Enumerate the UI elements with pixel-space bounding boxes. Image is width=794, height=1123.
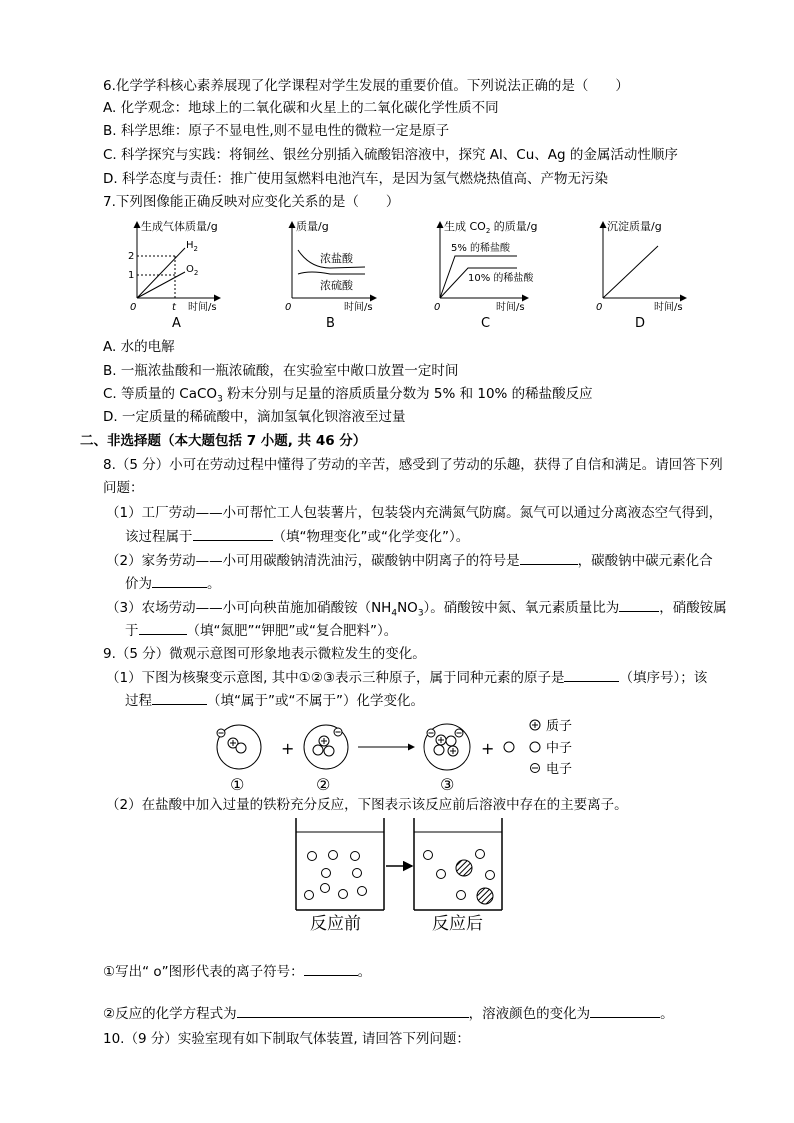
graph-c-letter: C [481, 316, 491, 331]
q9-blank-3[interactable] [304, 961, 358, 976]
q8-blank-3[interactable] [152, 573, 207, 588]
q6-stem: 6.化学学科核心素养展现了化学课程对学生发展的重要价值。下列说法正确的是（ ） [103, 78, 629, 94]
q9-stem: 9.（5 分）微观示意图可形象地表示微粒发生的变化。 [103, 646, 426, 662]
q7-option-a: A. 水的电解 [103, 339, 175, 355]
graph-d-line [603, 246, 658, 298]
graph-b-h2so4-curve [298, 272, 365, 274]
q9-sub2: ②反应的化学方程式为 ，溶液颜色的变化为 。 [103, 1003, 674, 1024]
graph-d-origin: 0 [596, 302, 603, 313]
atom-3 [424, 724, 470, 770]
graph-a-y2: 2 [128, 251, 135, 262]
beaker-after [414, 818, 502, 910]
graph-d [596, 219, 686, 313]
q7-graphs [0, 210, 794, 340]
beaker-diagram [0, 818, 794, 938]
graph-b-h2so4-label: 浓硫酸 [320, 279, 353, 292]
graph-a-letter: A [172, 316, 181, 331]
graph-c-5pct-label: 5% 的稀盐酸 [451, 243, 511, 254]
q9-part1-line2: 过程 （填“属于”或“不属于”）化学变化。 [125, 690, 424, 711]
graph-c-xlabel: 时间/s [496, 302, 525, 313]
graph-d-xlabel: 时间/s [654, 302, 683, 313]
before-label: 反应前 [310, 914, 361, 934]
graph-c-ylabel: 生成 $CO_2$ 的质量/g [444, 220, 538, 235]
graph-b-xlabel: 时间/s [344, 302, 373, 313]
graph-b-origin: 0 [285, 302, 292, 313]
beaker-before [296, 818, 384, 910]
graph-a-y1: 1 [128, 270, 135, 281]
graph-c-10pct-label: 10% 的稀盐酸 [468, 273, 534, 284]
graph-a-origin: 0 [130, 302, 137, 313]
atom-1 [217, 725, 261, 769]
q10-stem: 10.（9 分）实验室现有如下制取气体装置, 请回答下列问题： [103, 1031, 470, 1047]
q9-blank-4[interactable] [237, 1003, 469, 1018]
plus-sign-2: + [481, 739, 495, 758]
q8-blank-1[interactable] [193, 526, 273, 541]
particle-legend [530, 719, 572, 777]
graph-a-xlabel: 时间/s [188, 302, 217, 313]
q9-part1-line1: （1）下图为核聚变示意图, 其中①②③表示三种原子，属于同种元素的原子是 （填序号）；该 [106, 667, 707, 688]
q6-option-c: C. 科学探究与实践：将铜丝、银丝分别插入硫酸铝溶液中，探究 Al、Cu、Ag 的金属活动性顺序 [103, 147, 678, 163]
atom-2 [304, 725, 348, 769]
q7-option-c: C. 等质量的 CaCO$_3$ 粉末分别与足量的溶质质量分数为 5% 和 10% 的稀盐酸反应 [103, 386, 593, 405]
graph-b-hcl-label: 浓盐酸 [320, 252, 353, 265]
graph-b-letter: B [326, 316, 335, 331]
q8-part3-line1: （3）农场劳动——小可向秧苗施加硝酸铵$(NH_4NO_3)$。硝酸铵中氮、氧元素质量比为 ，硝酸铵属 [106, 597, 727, 624]
graph-a [128, 219, 220, 313]
atom-2-label: ② [316, 775, 331, 794]
graph-c-origin: 0 [434, 302, 441, 313]
q9-sub1: ①写出“ ο”图形代表的离子符号： 。 [103, 961, 371, 982]
q8-stem-line2: 问题： [103, 480, 144, 496]
fusion-diagram [0, 712, 794, 798]
q9-blank-1[interactable] [564, 667, 619, 682]
q8-blank-2[interactable] [520, 550, 578, 565]
graph-b [285, 219, 376, 313]
graph-b-ylabel: 质量/g [296, 220, 329, 233]
graph-a-t: t [172, 302, 176, 313]
q6-option-b: B. 科学思维：原子不显电性,则不显电性的微粒一定是原子 [103, 123, 450, 139]
q7-option-d: D. 一定质量的稀硫酸中，滴加氢氧化钡溶液至过量 [103, 409, 406, 425]
q8-part2-line1: （2）家务劳动——小可用碳酸钠清洗油污，碳酸钠中阴离子的符号是 ，碳酸钠中碳元素化合 [106, 550, 713, 571]
section-2-heading: 二、非选择题（本大题包括 7 小题, 共 46 分） [80, 433, 367, 449]
atom-3-label: ③ [440, 775, 455, 794]
q9-part2-stem: （2）在盐酸中加入过量的铁粉充分反应，下图表示该反应前后溶液中存在的主要离子。 [106, 797, 628, 813]
q6-option-a: A. 化学观念：地球上的二氧化碳和火星上的二氧化碳化学性质不同 [103, 100, 499, 116]
q8-blank-4[interactable] [619, 597, 659, 612]
q8-blank-5[interactable] [139, 620, 187, 635]
graph-d-letter: D [635, 316, 646, 331]
legend-proton: 质子 [546, 719, 573, 734]
q6-option-d: D. 科学态度与责任：推广使用氢燃料电池汽车，是因为氢气燃烧热值高、产物无污染 [103, 171, 608, 187]
after-label: 反应后 [432, 914, 483, 934]
q8-stem-line1: 8.（5 分）小可在劳动过程中懂得了劳动的辛苦，感受到了劳动的乐趣，获得了自信和满足。请回答下列 [103, 457, 723, 473]
graph-a-o2-label: $O_2$ [186, 264, 199, 277]
atom-1-label: ① [230, 775, 245, 794]
q9-blank-2[interactable] [152, 690, 207, 705]
graph-c [434, 219, 538, 313]
q9-blank-5[interactable] [590, 1003, 660, 1018]
graph-a-o2-line [137, 272, 185, 298]
q8-part1-line1: （1）工厂劳动——小可帮忙工人包装薯片，包装袋内充满氮气防腐。氮气可以通过分离液态空气得到， [106, 505, 723, 521]
graph-a-ylabel: 生成气体质量/g [141, 220, 218, 233]
q8-part3-line2: 于 （填“氮肥”“钾肥”或“复合肥料”）。 [125, 620, 397, 641]
q7-stem: 7.下列图像能正确反映对应变化关系的是（ ） [103, 194, 400, 210]
free-neutron [504, 742, 514, 752]
plus-sign-1: + [281, 739, 295, 758]
q8-part2-line2: 价为 。 [125, 573, 221, 594]
q8-part1-line2: 该过程属于 （填“物理变化”或“化学变化”）。 [125, 526, 469, 547]
legend-electron: 电子 [546, 762, 573, 777]
legend-neutron: 中子 [546, 741, 573, 756]
q7-option-b: B. 一瓶浓盐酸和一瓶浓硫酸，在实验室中敞口放置一定时间 [103, 363, 459, 379]
graph-a-h2-label: $H_2$ [186, 240, 198, 253]
graph-d-ylabel: 沉淀质量/g [607, 220, 662, 233]
